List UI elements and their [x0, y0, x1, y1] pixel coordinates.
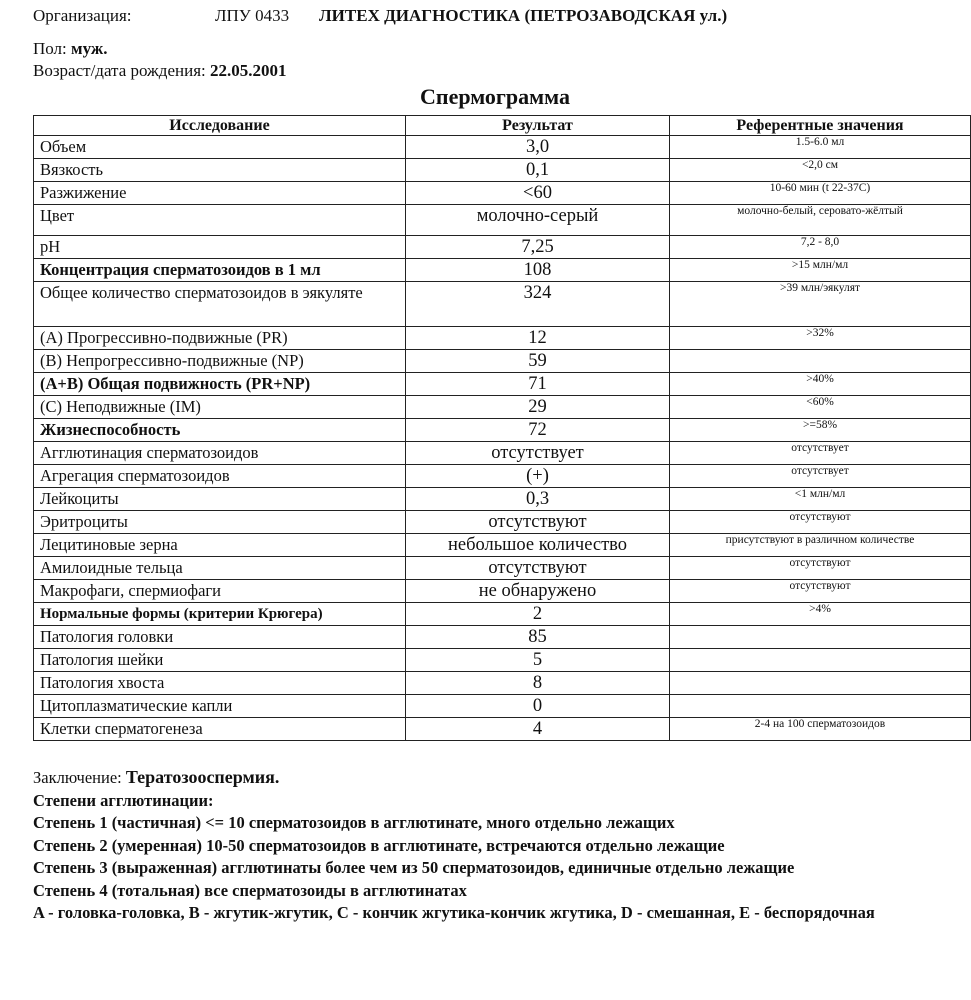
test-reference: >32% — [670, 327, 971, 350]
conclusion-line — [33, 766, 953, 790]
test-result: <60 — [406, 182, 670, 205]
test-name: pH — [34, 236, 406, 259]
table-row — [34, 511, 971, 534]
document-title: Спермограмма — [420, 84, 570, 109]
table-row — [34, 557, 971, 580]
agglutination-degree-3: Степень 3 (выраженная) агглютинаты более чем из 50 сперматозоидов, единичные отдельно лежащие — [33, 858, 795, 877]
agglutination-heading: Степени агглютинации: — [33, 790, 214, 810]
test-reference: >4% — [670, 603, 971, 626]
test-name: Макрофаги, спермиофаги — [34, 580, 406, 603]
agglutination-types: A - головка-головка, B - жгутик-жгутик, C - кончик жгутика-кончик жгутика, D - смешанная, E - беспорядочная — [33, 903, 875, 922]
organization-code: ЛПУ 0433 — [215, 6, 290, 25]
test-name: Патология хвоста — [34, 672, 406, 695]
test-result: 12 — [406, 327, 670, 350]
test-reference — [670, 695, 971, 718]
test-name: Агглютинация сперматозоидов — [34, 442, 406, 465]
conclusion-value: Тератозооспермия. — [125, 767, 280, 787]
table-row — [34, 159, 971, 182]
organization-line — [33, 6, 727, 26]
test-name: Цитоплазматические капли — [34, 695, 406, 718]
test-name: Лецитиновые зерна — [34, 534, 406, 557]
test-name: Жизнеспособность — [34, 419, 406, 442]
table-row — [34, 580, 971, 603]
agglutination-degree-2: Степень 2 (умеренная) 10-50 сперматозоидов в агглютинате, встречаются отдельно лежащие — [33, 835, 725, 855]
test-reference: молочно-белый, серовато-жёлтый — [670, 205, 971, 236]
table-header-row — [34, 116, 971, 136]
table-row — [34, 327, 971, 350]
organization-label: Организация: — [33, 6, 132, 25]
sex-label: Пол: — [33, 39, 67, 58]
test-name: Патология головки — [34, 626, 406, 649]
test-result: 0,3 — [406, 488, 670, 511]
test-name: Разжижение — [34, 182, 406, 205]
test-result: 5 — [406, 649, 670, 672]
test-reference: отсутствует — [670, 442, 971, 465]
sex-value: муж. — [71, 39, 108, 58]
test-result: отсутствуют — [406, 511, 670, 534]
test-result: не обнаружено — [406, 580, 670, 603]
test-reference: 1.5-6.0 мл — [670, 136, 971, 159]
test-name: Агрегация сперматозоидов — [34, 465, 406, 488]
test-reference — [670, 649, 971, 672]
test-reference: >15 млн/мл — [670, 259, 971, 282]
test-name: Вязкость — [34, 159, 406, 182]
test-name: Клетки сперматогенеза — [34, 718, 406, 741]
test-name: Общее количество сперматозоидов в эякуляте — [34, 282, 406, 327]
table-row — [34, 182, 971, 205]
table-row — [34, 259, 971, 282]
test-result: 108 — [406, 259, 670, 282]
test-result: 2 — [406, 603, 670, 626]
test-result: 324 — [406, 282, 670, 327]
test-result: 71 — [406, 373, 670, 396]
test-result: отсутствуют — [406, 557, 670, 580]
column-header-result: Результат — [406, 116, 670, 136]
test-name: Концентрация сперматозоидов в 1 мл — [34, 259, 406, 282]
test-reference — [670, 626, 971, 649]
test-reference — [670, 672, 971, 695]
age-line — [33, 61, 287, 81]
test-result: (+) — [406, 465, 670, 488]
table-row — [34, 282, 971, 327]
table-row — [34, 442, 971, 465]
test-name: Объем — [34, 136, 406, 159]
test-result: 29 — [406, 396, 670, 419]
test-reference: 7,2 - 8,0 — [670, 236, 971, 259]
test-result: 3,0 — [406, 136, 670, 159]
test-reference: <1 млн/мл — [670, 488, 971, 511]
test-reference: отсутствует — [670, 465, 971, 488]
test-name: (A) Прогрессивно-подвижные (PR) — [34, 327, 406, 350]
table-row — [34, 373, 971, 396]
table-row — [34, 718, 971, 741]
test-result: 7,25 — [406, 236, 670, 259]
table-row — [34, 396, 971, 419]
test-reference: <2,0 см — [670, 159, 971, 182]
age-label: Возраст/дата рождения: — [33, 61, 206, 80]
test-name: (A+B) Общая подвижность (PR+NP) — [34, 373, 406, 396]
test-result: 72 — [406, 419, 670, 442]
test-reference: отсутствуют — [670, 511, 971, 534]
test-reference: <60% — [670, 396, 971, 419]
test-reference: присутствуют в различном количестве — [670, 534, 971, 557]
table-row — [34, 236, 971, 259]
conclusion-label: Заключение: — [33, 768, 122, 787]
table-row — [34, 534, 971, 557]
test-result: молочно-серый — [406, 205, 670, 236]
test-reference: 10-60 мин (t 22-37C) — [670, 182, 971, 205]
sex-line — [33, 39, 107, 59]
table-row — [34, 603, 971, 626]
test-reference: >=58% — [670, 419, 971, 442]
test-result: 0 — [406, 695, 670, 718]
test-reference — [670, 350, 971, 373]
test-name: (B) Непрогрессивно-подвижные (NP) — [34, 350, 406, 373]
test-name: Амилоидные тельца — [34, 557, 406, 580]
table-row — [34, 649, 971, 672]
test-name: Цвет — [34, 205, 406, 236]
column-header-test: Исследование — [34, 116, 406, 136]
test-result: 8 — [406, 672, 670, 695]
table-row — [34, 626, 971, 649]
agglutination-degree-4: Степень 4 (тотальная) все сперматозоиды в агглютинатах — [33, 880, 467, 900]
table-row — [34, 672, 971, 695]
table-row — [34, 205, 971, 236]
table-row — [34, 465, 971, 488]
table-row — [34, 488, 971, 511]
test-result: 4 — [406, 718, 670, 741]
table-row — [34, 350, 971, 373]
test-reference: >39 млн/эякулят — [670, 282, 971, 327]
test-name: Нормальные формы (критерии Крюгера) — [34, 603, 406, 626]
age-value: 22.05.2001 — [210, 61, 287, 80]
table-row — [34, 136, 971, 159]
column-header-reference: Референтные значения — [670, 116, 971, 136]
test-result: 59 — [406, 350, 670, 373]
table-row — [34, 419, 971, 442]
test-reference: >40% — [670, 373, 971, 396]
table-row — [34, 695, 971, 718]
test-name: (C) Неподвижные (IM) — [34, 396, 406, 419]
conclusion-section — [33, 766, 953, 925]
test-result: небольшое количество — [406, 534, 670, 557]
test-result: отсутствует — [406, 442, 670, 465]
test-result: 85 — [406, 626, 670, 649]
organization-name: ЛИТЕХ ДИАГНОСТИКА (ПЕТРОЗАВОДСКАЯ ул.) — [319, 6, 728, 25]
test-reference: отсутствуют — [670, 580, 971, 603]
test-reference: отсутствуют — [670, 557, 971, 580]
results-table — [33, 115, 971, 741]
test-result: 0,1 — [406, 159, 670, 182]
test-name: Патология шейки — [34, 649, 406, 672]
test-reference: 2-4 на 100 сперматозоидов — [670, 718, 971, 741]
test-name: Лейкоциты — [34, 488, 406, 511]
test-name: Эритроциты — [34, 511, 406, 534]
agglutination-degree-1: Степень 1 (частичная) <= 10 сперматозоидов в агглютинате, много отдельно лежащих — [33, 813, 675, 832]
